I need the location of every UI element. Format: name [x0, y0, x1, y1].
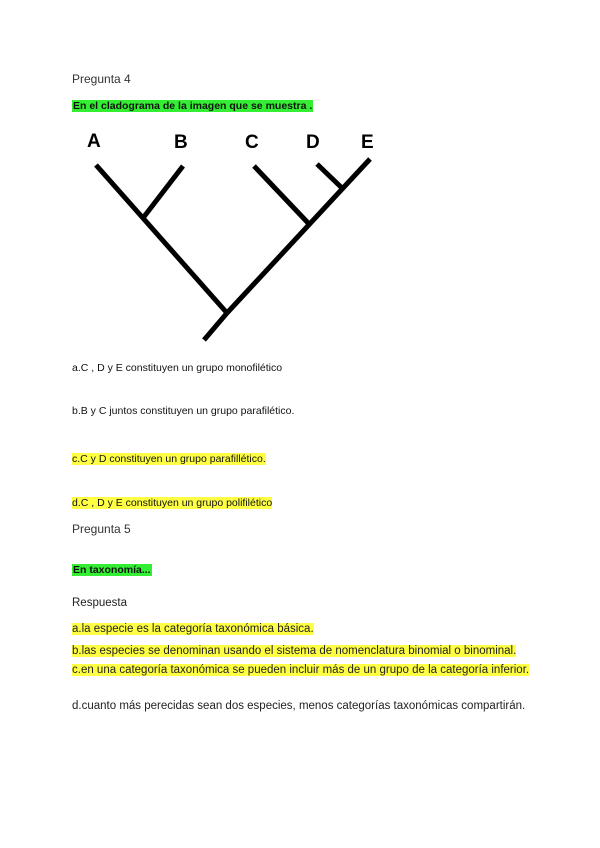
- question-4-prompt: [72, 96, 313, 114]
- question-5-prompt-text: En taxonomía...: [73, 564, 151, 576]
- q5-option-c-text: c.en una categoría taxonómica se pueden incluir más de un grupo de la categoría inferior.: [72, 664, 530, 676]
- q4-option-d-text: d.C , D y E constituyen un grupo polifilético: [72, 497, 273, 509]
- q5-option-c[interactable]: [72, 662, 542, 677]
- leaf-label-b: B: [174, 132, 188, 153]
- q5-option-b-text: b.las especies se denominan usando el sistema de nomenclatura binomial o binominal.: [72, 645, 517, 657]
- q5-option-b[interactable]: [72, 641, 516, 659]
- question-5-prompt: [72, 560, 152, 578]
- branch-to-e: [227, 159, 370, 313]
- branch-to-b: [143, 166, 183, 218]
- branch-to-d: [317, 164, 343, 189]
- question-4-prompt-text: En el cladograma de la imagen que se muestra .: [73, 100, 313, 112]
- leaf-label-e: E: [361, 132, 374, 153]
- leaf-label-a: A: [87, 131, 101, 152]
- q5-option-a[interactable]: [72, 619, 314, 637]
- question-5-label: Pregunta 5: [72, 522, 131, 536]
- branch-to-a: [96, 165, 227, 313]
- q5-option-a-text: a.la especie es la categoría taxonómica básica.: [72, 623, 314, 635]
- leaf-label-c: C: [245, 132, 259, 153]
- q4-option-c-text: c.C y D constituyen un grupo parafillético.: [72, 453, 266, 465]
- leaf-label-d: D: [306, 132, 320, 153]
- question-4-label: Pregunta 4: [72, 72, 131, 86]
- branch-to-c: [254, 166, 310, 225]
- q4-option-a[interactable]: a.C , D y E constituyen un grupo monofilético: [72, 362, 283, 374]
- q4-option-b[interactable]: b.B y C juntos constituyen un grupo parafilético.: [72, 405, 295, 417]
- q4-option-c[interactable]: [72, 449, 266, 467]
- cladogram-figure: [70, 120, 390, 345]
- q4-option-d[interactable]: [72, 493, 272, 511]
- cladogram-root-branch: [204, 313, 227, 340]
- q5-option-d[interactable]: d.cuanto más perecidas sean dos especies, menos categorías taxonómicas compartirán.: [72, 700, 526, 712]
- answer-label: Respuesta: [72, 597, 127, 609]
